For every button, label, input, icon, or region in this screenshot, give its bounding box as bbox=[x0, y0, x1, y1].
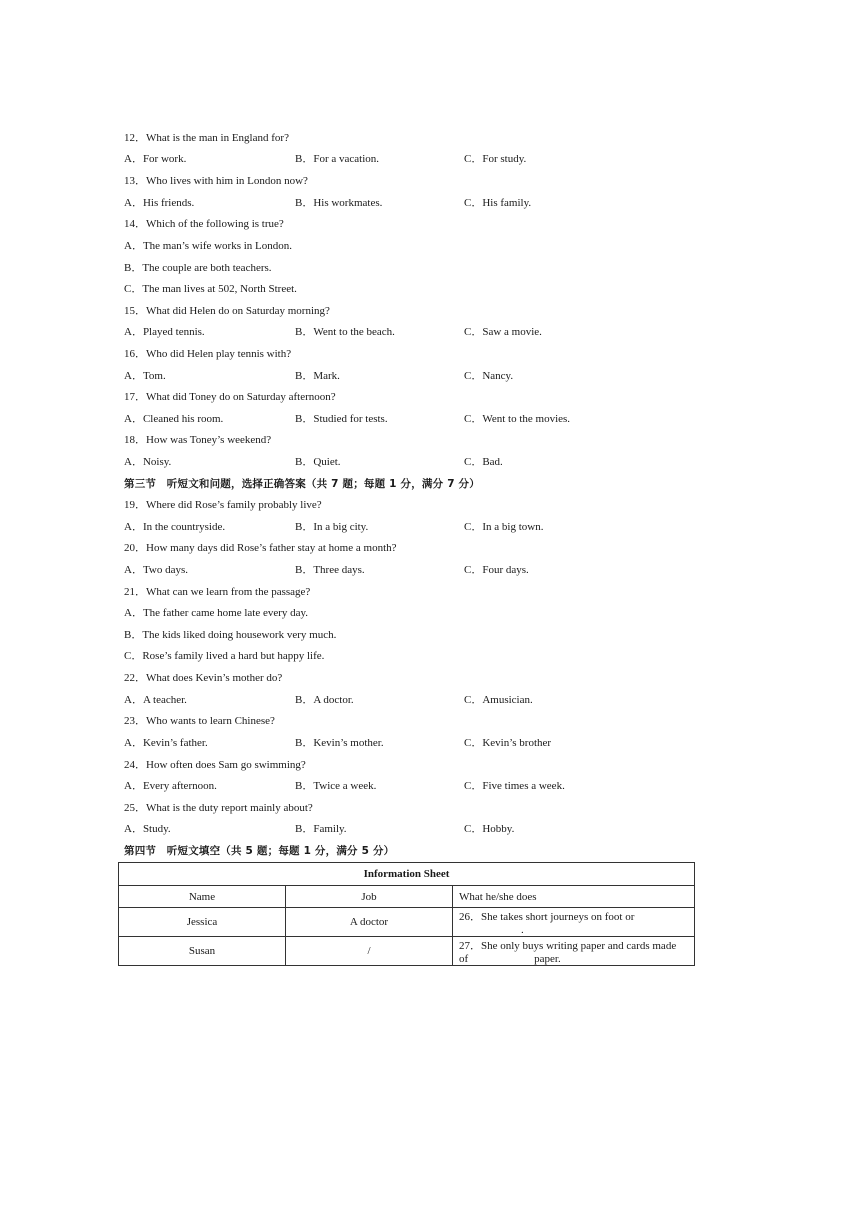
option-c: C．Hobby. bbox=[464, 823, 515, 835]
option-c: C．Went to the movies. bbox=[464, 413, 571, 425]
question-13: 13．Who lives with him in London now? bbox=[124, 175, 308, 187]
cell-name: Susan bbox=[119, 937, 286, 966]
cell-does bbox=[453, 937, 695, 966]
question-12: 12．What is the man in England for? bbox=[124, 132, 289, 144]
section-3-header: 第三节 听短文和问题，选择正确答案（共 7 题；每题 1 分，满分 7 分） bbox=[124, 478, 480, 490]
option-c: C．Saw a movie. bbox=[464, 326, 542, 338]
option-a: A．A teacher. bbox=[124, 694, 187, 706]
option-b: B．Twice a week. bbox=[295, 780, 377, 792]
table-header-row bbox=[119, 886, 695, 908]
does-text-end: paper. bbox=[534, 953, 561, 965]
option-c: C．Five times a week. bbox=[464, 780, 565, 792]
option-b: B．Went to the beach. bbox=[295, 326, 395, 338]
does-text: 26．She takes short journeys on foot or bbox=[459, 911, 635, 923]
option-a: A．The father came home late every day. bbox=[124, 607, 309, 619]
option-a: A．For work. bbox=[124, 153, 187, 165]
option-b: B．Studied for tests. bbox=[295, 413, 388, 425]
question-19: 19．Where did Rose’s family probably live? bbox=[124, 499, 322, 511]
option-b: B．His workmates. bbox=[295, 197, 383, 209]
option-b: B．For a vacation. bbox=[295, 153, 380, 165]
option-a: A．Two days. bbox=[124, 564, 189, 576]
question-18: 18．How was Toney’s weekend? bbox=[124, 434, 272, 446]
option-b: B．The kids liked doing housework very much. bbox=[124, 629, 337, 641]
option-c: C．Kevin’s brother bbox=[464, 737, 552, 749]
option-b: B．The couple are both teachers. bbox=[124, 262, 272, 274]
option-a: A．Noisy. bbox=[124, 456, 172, 468]
question-14: 14．Which of the following is true? bbox=[124, 218, 284, 230]
option-c: C．The man lives at 502, North Street. bbox=[124, 283, 297, 295]
table-row bbox=[119, 937, 695, 966]
question-16: 16．Who did Helen play tennis with? bbox=[124, 348, 292, 360]
option-b: B．Mark. bbox=[295, 370, 340, 382]
header-job: Job bbox=[286, 886, 453, 908]
option-c: C．Rose’s family lived a hard but happy life. bbox=[124, 650, 325, 662]
question-21: 21．What can we learn from the passage? bbox=[124, 586, 311, 598]
section-4-header: 第四节 听短文填空（共 5 题；每题 1 分，满分 5 分） bbox=[124, 845, 395, 857]
option-b: B．Kevin’s mother. bbox=[295, 737, 384, 749]
cell-does bbox=[453, 908, 695, 937]
does-text-end: . bbox=[521, 924, 524, 936]
option-c: C．For study. bbox=[464, 153, 527, 165]
question-15: 15．What did Helen do on Saturday morning? bbox=[124, 305, 330, 317]
option-a: A．Played tennis. bbox=[124, 326, 205, 338]
question-17: 17．What did Toney do on Saturday afternoon? bbox=[124, 391, 336, 403]
option-b: B．Quiet. bbox=[295, 456, 341, 468]
question-20: 20．How many days did Rose’s father stay at home a month? bbox=[124, 542, 397, 554]
option-c: C．Amusician. bbox=[464, 694, 533, 706]
cell-job: A doctor bbox=[286, 908, 453, 937]
table-row bbox=[119, 908, 695, 937]
header-name: Name bbox=[119, 886, 286, 908]
table-title: Information Sheet bbox=[119, 863, 695, 886]
option-b: B．Family. bbox=[295, 823, 347, 835]
option-a: A．Study. bbox=[124, 823, 171, 835]
option-c: C．Nancy. bbox=[464, 370, 514, 382]
header-does: What he/she does bbox=[453, 886, 695, 908]
option-a: A．Tom. bbox=[124, 370, 166, 382]
information-sheet-table bbox=[118, 862, 695, 966]
option-c: C．Four days. bbox=[464, 564, 529, 576]
option-a: A．Cleaned his room. bbox=[124, 413, 224, 425]
option-a: A．Every afternoon. bbox=[124, 780, 217, 792]
question-23: 23．Who wants to learn Chinese? bbox=[124, 715, 275, 727]
option-a: A．His friends. bbox=[124, 197, 195, 209]
option-b: B．In a big city. bbox=[295, 521, 369, 533]
option-a: A．The man’s wife works in London. bbox=[124, 240, 293, 252]
option-c: C．Bad. bbox=[464, 456, 503, 468]
question-24: 24．How often does Sam go swimming? bbox=[124, 759, 306, 771]
does-text: 27．She only buys writing paper and cards made of bbox=[459, 940, 677, 965]
cell-job: / bbox=[286, 937, 453, 966]
question-22: 22．What does Kevin’s mother do? bbox=[124, 672, 283, 684]
option-c: C．His family. bbox=[464, 197, 532, 209]
option-c: C．In a big town. bbox=[464, 521, 544, 533]
cell-name: Jessica bbox=[119, 908, 286, 937]
option-b: B．Three days. bbox=[295, 564, 365, 576]
question-25: 25．What is the duty report mainly about? bbox=[124, 802, 313, 814]
option-a: A．Kevin’s father. bbox=[124, 737, 208, 749]
option-a: A．In the countryside. bbox=[124, 521, 226, 533]
option-b: B．A doctor. bbox=[295, 694, 354, 706]
